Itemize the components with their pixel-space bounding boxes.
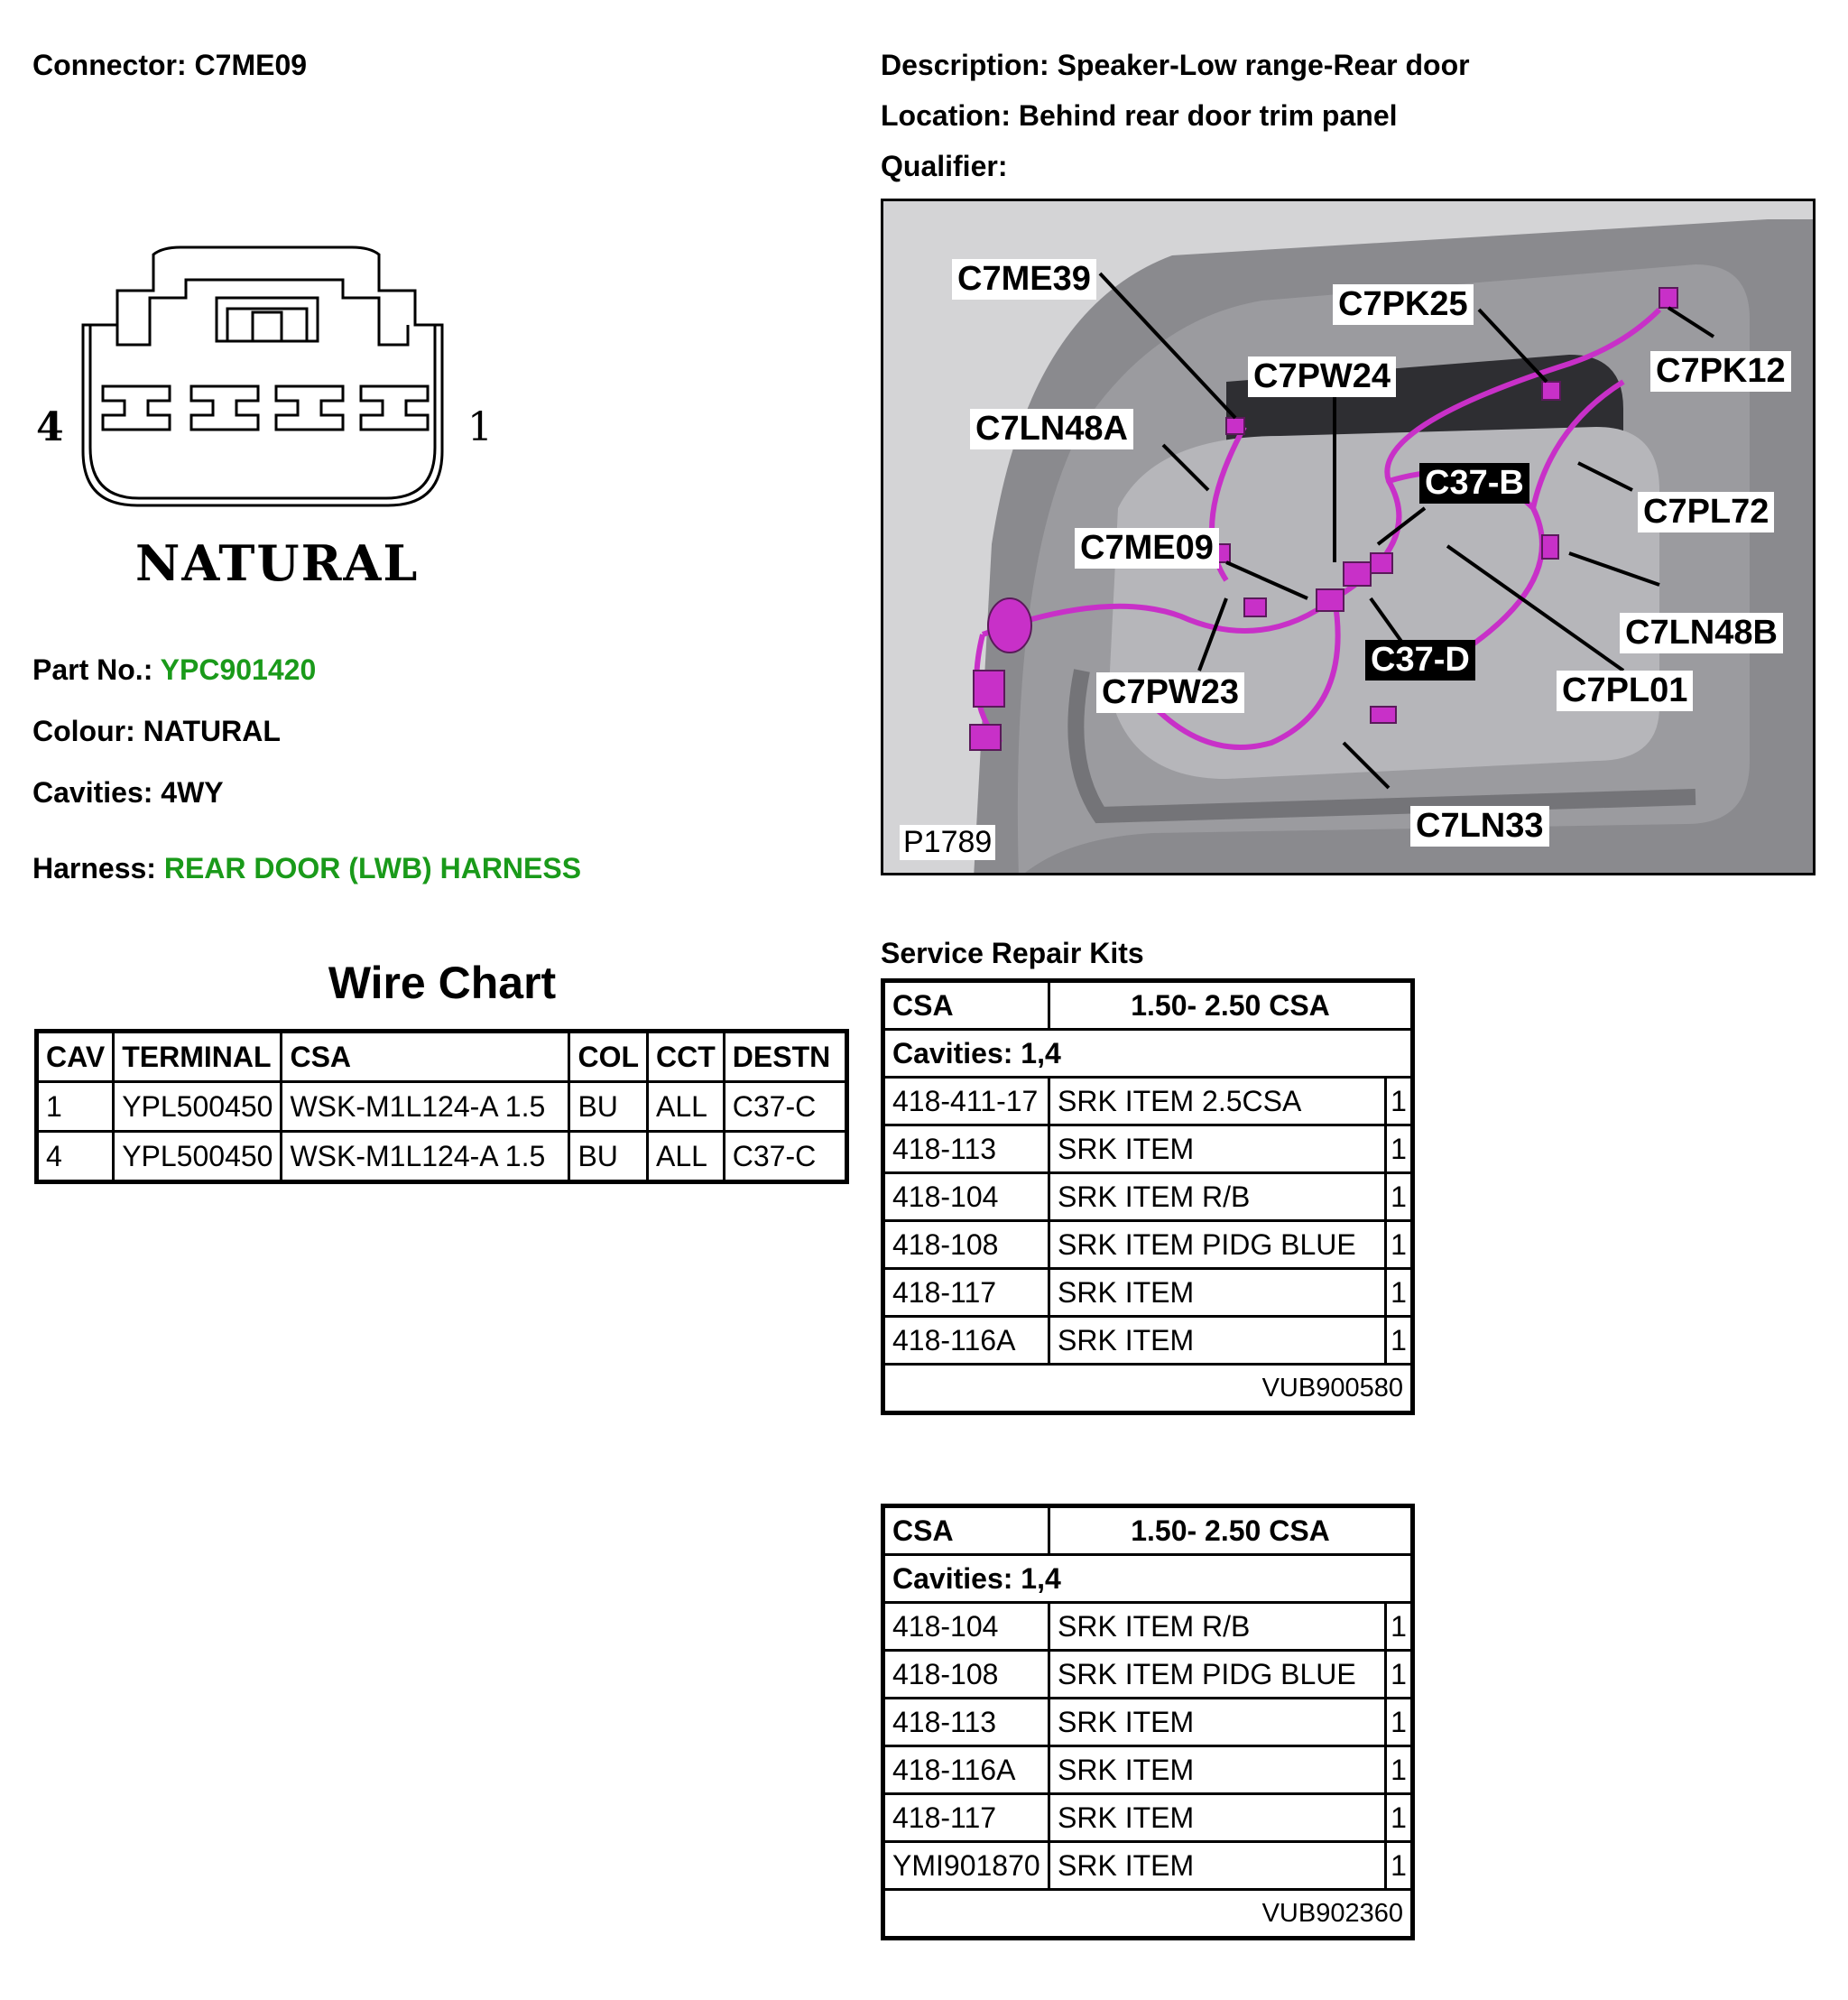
kit-csa-value: 1.50- 2.50 CSA — [1049, 1506, 1413, 1555]
connector-field — [32, 49, 307, 82]
location-label: Location: — [881, 99, 1011, 132]
table-row — [883, 1269, 1413, 1317]
table-row — [883, 1603, 1413, 1651]
qualifier-label: Qualifier: — [881, 150, 1008, 182]
kit-item-desc: SRK ITEM PIDG BLUE — [1049, 1651, 1386, 1699]
kit-cavities-row — [883, 1030, 1413, 1078]
location-field — [881, 99, 1398, 133]
kit-header-row — [883, 1506, 1413, 1555]
kit-item-desc: SRK ITEM R/B — [1049, 1173, 1386, 1221]
connector-face-diagram — [27, 235, 478, 532]
kit-item-qty: 1 — [1386, 1125, 1413, 1173]
kit-part-no: 418-104 — [883, 1173, 1049, 1221]
pin-4-label: 4 — [36, 404, 64, 450]
kit-part-no: 418-117 — [883, 1269, 1049, 1317]
kit-part-no: 418-117 — [883, 1794, 1049, 1842]
table-row — [883, 1078, 1413, 1125]
callout-label: C7ME39 — [952, 259, 1096, 300]
service-kits-title: Service Repair Kits — [881, 937, 1144, 969]
harness-label: Harness: — [32, 852, 156, 884]
cell-col: BU — [569, 1132, 648, 1182]
cell-col: BU — [569, 1082, 648, 1132]
kit-item-desc: SRK ITEM — [1049, 1269, 1386, 1317]
callout-label: C7ME09 — [1075, 528, 1219, 569]
kit-cavities-row — [883, 1555, 1413, 1603]
callout-label: C7LN33 — [1410, 806, 1549, 847]
table-row — [883, 1842, 1413, 1890]
cell-cct: ALL — [648, 1082, 725, 1132]
harness-field — [32, 852, 581, 885]
kit-cavities: Cavities: 1,4 — [883, 1030, 1413, 1078]
callout-label: C7LN48A — [970, 409, 1133, 449]
kit-item-desc: SRK ITEM — [1049, 1699, 1386, 1746]
colour-field — [32, 715, 281, 748]
kit-item-desc: SRK ITEM — [1049, 1746, 1386, 1794]
kit-item-desc: SRK ITEM — [1049, 1842, 1386, 1890]
colour-label: Colour: — [32, 715, 135, 747]
kit-item-desc: SRK ITEM — [1049, 1794, 1386, 1842]
callout-label: C7PW23 — [1096, 672, 1244, 713]
header-csa: CSA — [282, 1032, 569, 1082]
kit-item-desc: SRK ITEM PIDG BLUE — [1049, 1221, 1386, 1269]
kit-item-desc: SRK ITEM 2.5CSA — [1049, 1078, 1386, 1125]
colour-value: NATURAL — [143, 715, 281, 747]
cell-cav: 4 — [37, 1132, 114, 1182]
callout-label: C7PW24 — [1248, 356, 1396, 397]
kit-id-row — [883, 1365, 1413, 1413]
kit-item-desc: SRK ITEM — [1049, 1317, 1386, 1365]
kit-csa-label: CSA — [883, 981, 1049, 1030]
header-col: COL — [569, 1032, 648, 1082]
callout-label: C7PL72 — [1638, 492, 1774, 532]
table-row — [883, 1746, 1413, 1794]
wire-chart-header-row — [37, 1032, 847, 1082]
harness-link[interactable]: REAR DOOR (LWB) HARNESS — [163, 852, 582, 884]
kit-part-no: 418-116A — [883, 1317, 1049, 1365]
location-value: Behind rear door trim panel — [1018, 99, 1398, 132]
table-row — [883, 1317, 1413, 1365]
callout-label: C37-D — [1365, 640, 1475, 681]
kit-item-qty: 1 — [1386, 1699, 1413, 1746]
callout-label: C7PK12 — [1650, 351, 1791, 392]
table-row — [37, 1132, 847, 1182]
kit-id-row — [883, 1890, 1413, 1939]
kit-cavities: Cavities: 1,4 — [883, 1555, 1413, 1603]
table-row — [883, 1173, 1413, 1221]
kit-csa-value: 1.50- 2.50 CSA — [1049, 981, 1413, 1030]
header-cav: CAV — [37, 1032, 114, 1082]
description-field — [881, 49, 1470, 82]
table-row — [883, 1651, 1413, 1699]
kit-part-no: 418-113 — [883, 1125, 1049, 1173]
kit-part-no: 418-108 — [883, 1651, 1049, 1699]
header-cct: CCT — [648, 1032, 725, 1082]
kit-item-qty: 1 — [1386, 1078, 1413, 1125]
cavities-label: Cavities: — [32, 776, 153, 809]
connector-colour-name: NATURAL — [135, 534, 420, 592]
location-photo — [881, 199, 1816, 875]
kit-part-no: 418-116A — [883, 1746, 1049, 1794]
kit-item-qty: 1 — [1386, 1317, 1413, 1365]
callout-label: C7PK25 — [1333, 284, 1474, 325]
cell-destn: C37-C — [724, 1082, 846, 1132]
kit-item-qty: 1 — [1386, 1794, 1413, 1842]
description-label: Description: — [881, 49, 1049, 81]
cell-terminal: YPL500450 — [114, 1082, 282, 1132]
part-no-label: Part No.: — [32, 653, 153, 686]
kit-item-qty: 1 — [1386, 1842, 1413, 1890]
wire-chart-table — [34, 1029, 849, 1184]
cavities-value: 4WY — [161, 776, 224, 809]
table-row — [883, 1699, 1413, 1746]
qualifier-field — [881, 150, 1007, 183]
kit-item-qty: 1 — [1386, 1603, 1413, 1651]
part-no-field — [32, 653, 316, 687]
pin-1-label: 1 — [467, 404, 493, 450]
cell-cct: ALL — [648, 1132, 725, 1182]
kit-item-qty: 1 — [1386, 1173, 1413, 1221]
part-no-link[interactable]: YPC901420 — [160, 653, 317, 686]
kit-id: VUB900580 — [883, 1365, 1413, 1413]
kit-part-no: 418-113 — [883, 1699, 1049, 1746]
callout-label: C7LN48B — [1620, 613, 1783, 653]
header-destn: DESTN — [724, 1032, 846, 1082]
kit-part-no: 418-104 — [883, 1603, 1049, 1651]
wire-chart-title: Wire Chart — [328, 958, 557, 1008]
service-kit-table-2 — [881, 1504, 1415, 1940]
kit-csa-label: CSA — [883, 1506, 1049, 1555]
cell-csa: WSK-M1L124-A 1.5 — [282, 1082, 569, 1132]
kit-part-no: 418-411-17 — [883, 1078, 1049, 1125]
table-row — [883, 1794, 1413, 1842]
callout-label: C37-B — [1419, 463, 1529, 504]
kit-id: VUB902360 — [883, 1890, 1413, 1939]
table-row — [37, 1082, 847, 1132]
kit-item-qty: 1 — [1386, 1651, 1413, 1699]
description-value: Speaker-Low range-Rear door — [1057, 49, 1470, 81]
photo-id: P1789 — [900, 825, 995, 860]
kit-item-desc: SRK ITEM — [1049, 1125, 1386, 1173]
table-row — [883, 1221, 1413, 1269]
callout-label: C7PL01 — [1557, 671, 1693, 711]
cell-csa: WSK-M1L124-A 1.5 — [282, 1132, 569, 1182]
service-kit-table-1 — [881, 978, 1415, 1415]
kit-item-qty: 1 — [1386, 1746, 1413, 1794]
cell-destn: C37-C — [724, 1132, 846, 1182]
cavities-field — [32, 776, 224, 810]
cell-terminal: YPL500450 — [114, 1132, 282, 1182]
kit-item-qty: 1 — [1386, 1221, 1413, 1269]
kit-item-desc: SRK ITEM R/B — [1049, 1603, 1386, 1651]
connector-label: Connector: — [32, 49, 187, 81]
table-row — [883, 1125, 1413, 1173]
kit-part-no: 418-108 — [883, 1221, 1049, 1269]
kit-header-row — [883, 981, 1413, 1030]
connector-value: C7ME09 — [194, 49, 308, 81]
cell-cav: 1 — [37, 1082, 114, 1132]
header-terminal: TERMINAL — [114, 1032, 282, 1082]
kit-item-qty: 1 — [1386, 1269, 1413, 1317]
kit-part-no: YMI901870 — [883, 1842, 1049, 1890]
